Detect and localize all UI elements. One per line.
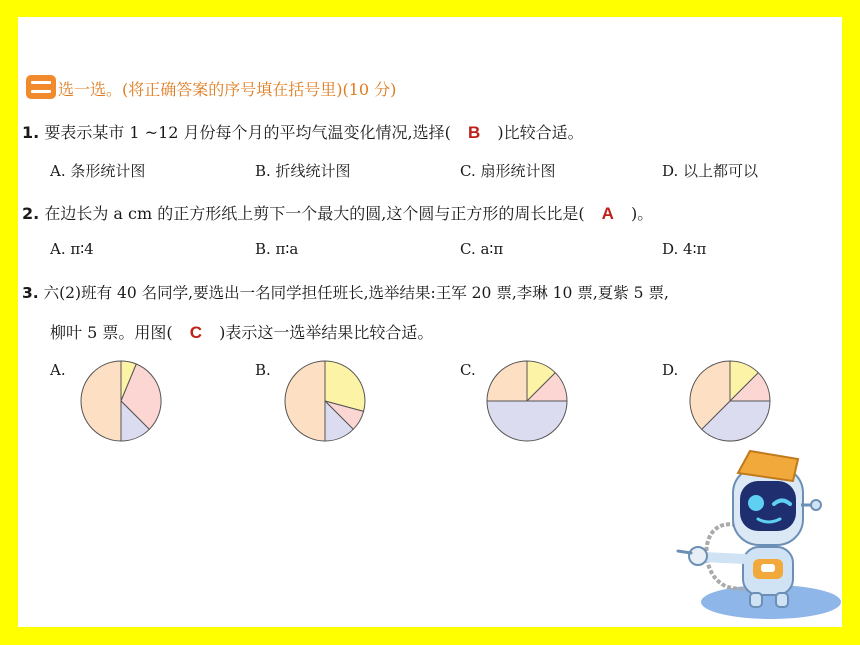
question-3 <box>22 281 669 303</box>
option-a: A. π∶4 <box>50 240 94 258</box>
question-number: 3. <box>22 284 39 302</box>
pie-option-b-label: B. <box>255 361 271 379</box>
option-b: B. π∶a <box>255 240 299 258</box>
section-two-icon <box>26 75 56 99</box>
question-number: 2. <box>22 204 40 223</box>
question-text: 要表示某市 1 ~12 月份每个月的平均气温变化情况,选择( <box>44 123 451 142</box>
question-3-line2 <box>50 320 433 343</box>
option-d: D. 以上都可以 <box>662 162 759 180</box>
pie-option-a-label: A. <box>50 361 66 379</box>
answer-mark: A <box>601 204 614 223</box>
answer-mark: C <box>189 323 202 342</box>
pie-chart-b <box>283 359 367 443</box>
question-number: 1. <box>22 123 40 142</box>
question-text: 六(2)班有 40 名同学,要选出一名同学担任班长,选举结果:王军 20 票,李琳 10 票,夏紫 5 票, <box>43 284 669 302</box>
option-a: A. 条形统计图 <box>50 162 146 180</box>
option-d: D. 4∶π <box>662 240 707 258</box>
pie-option-d-label: D. <box>662 361 679 379</box>
question-2 <box>22 201 653 224</box>
question-text-end: )。 <box>631 204 654 223</box>
question-text: 在边长为 a cm 的正方形纸上剪下一个最大的圆,这个圆与正方形的周长比是( <box>44 204 585 223</box>
pie-option-c-label: C. <box>460 361 476 379</box>
worksheet-page <box>18 17 842 627</box>
option-c: C. 扇形统计图 <box>460 162 556 180</box>
robot-mascot-icon <box>658 447 838 622</box>
question-text-end: )表示这一选举结果比较合适。 <box>219 323 434 342</box>
pie-chart-d <box>688 359 772 443</box>
option-b: B. 折线统计图 <box>255 162 351 180</box>
pie-chart-a <box>79 359 163 443</box>
question-text-end: )比较合适。 <box>497 123 584 142</box>
question-1 <box>22 120 584 143</box>
question-text: 柳叶 5 票。用图( <box>50 323 173 342</box>
section-title: 选一选。(将正确答案的序号填在括号里)(10 分) <box>58 80 397 99</box>
answer-mark: B <box>467 123 481 142</box>
pie-chart-c <box>485 359 569 443</box>
option-c: C. a∶π <box>460 240 504 258</box>
